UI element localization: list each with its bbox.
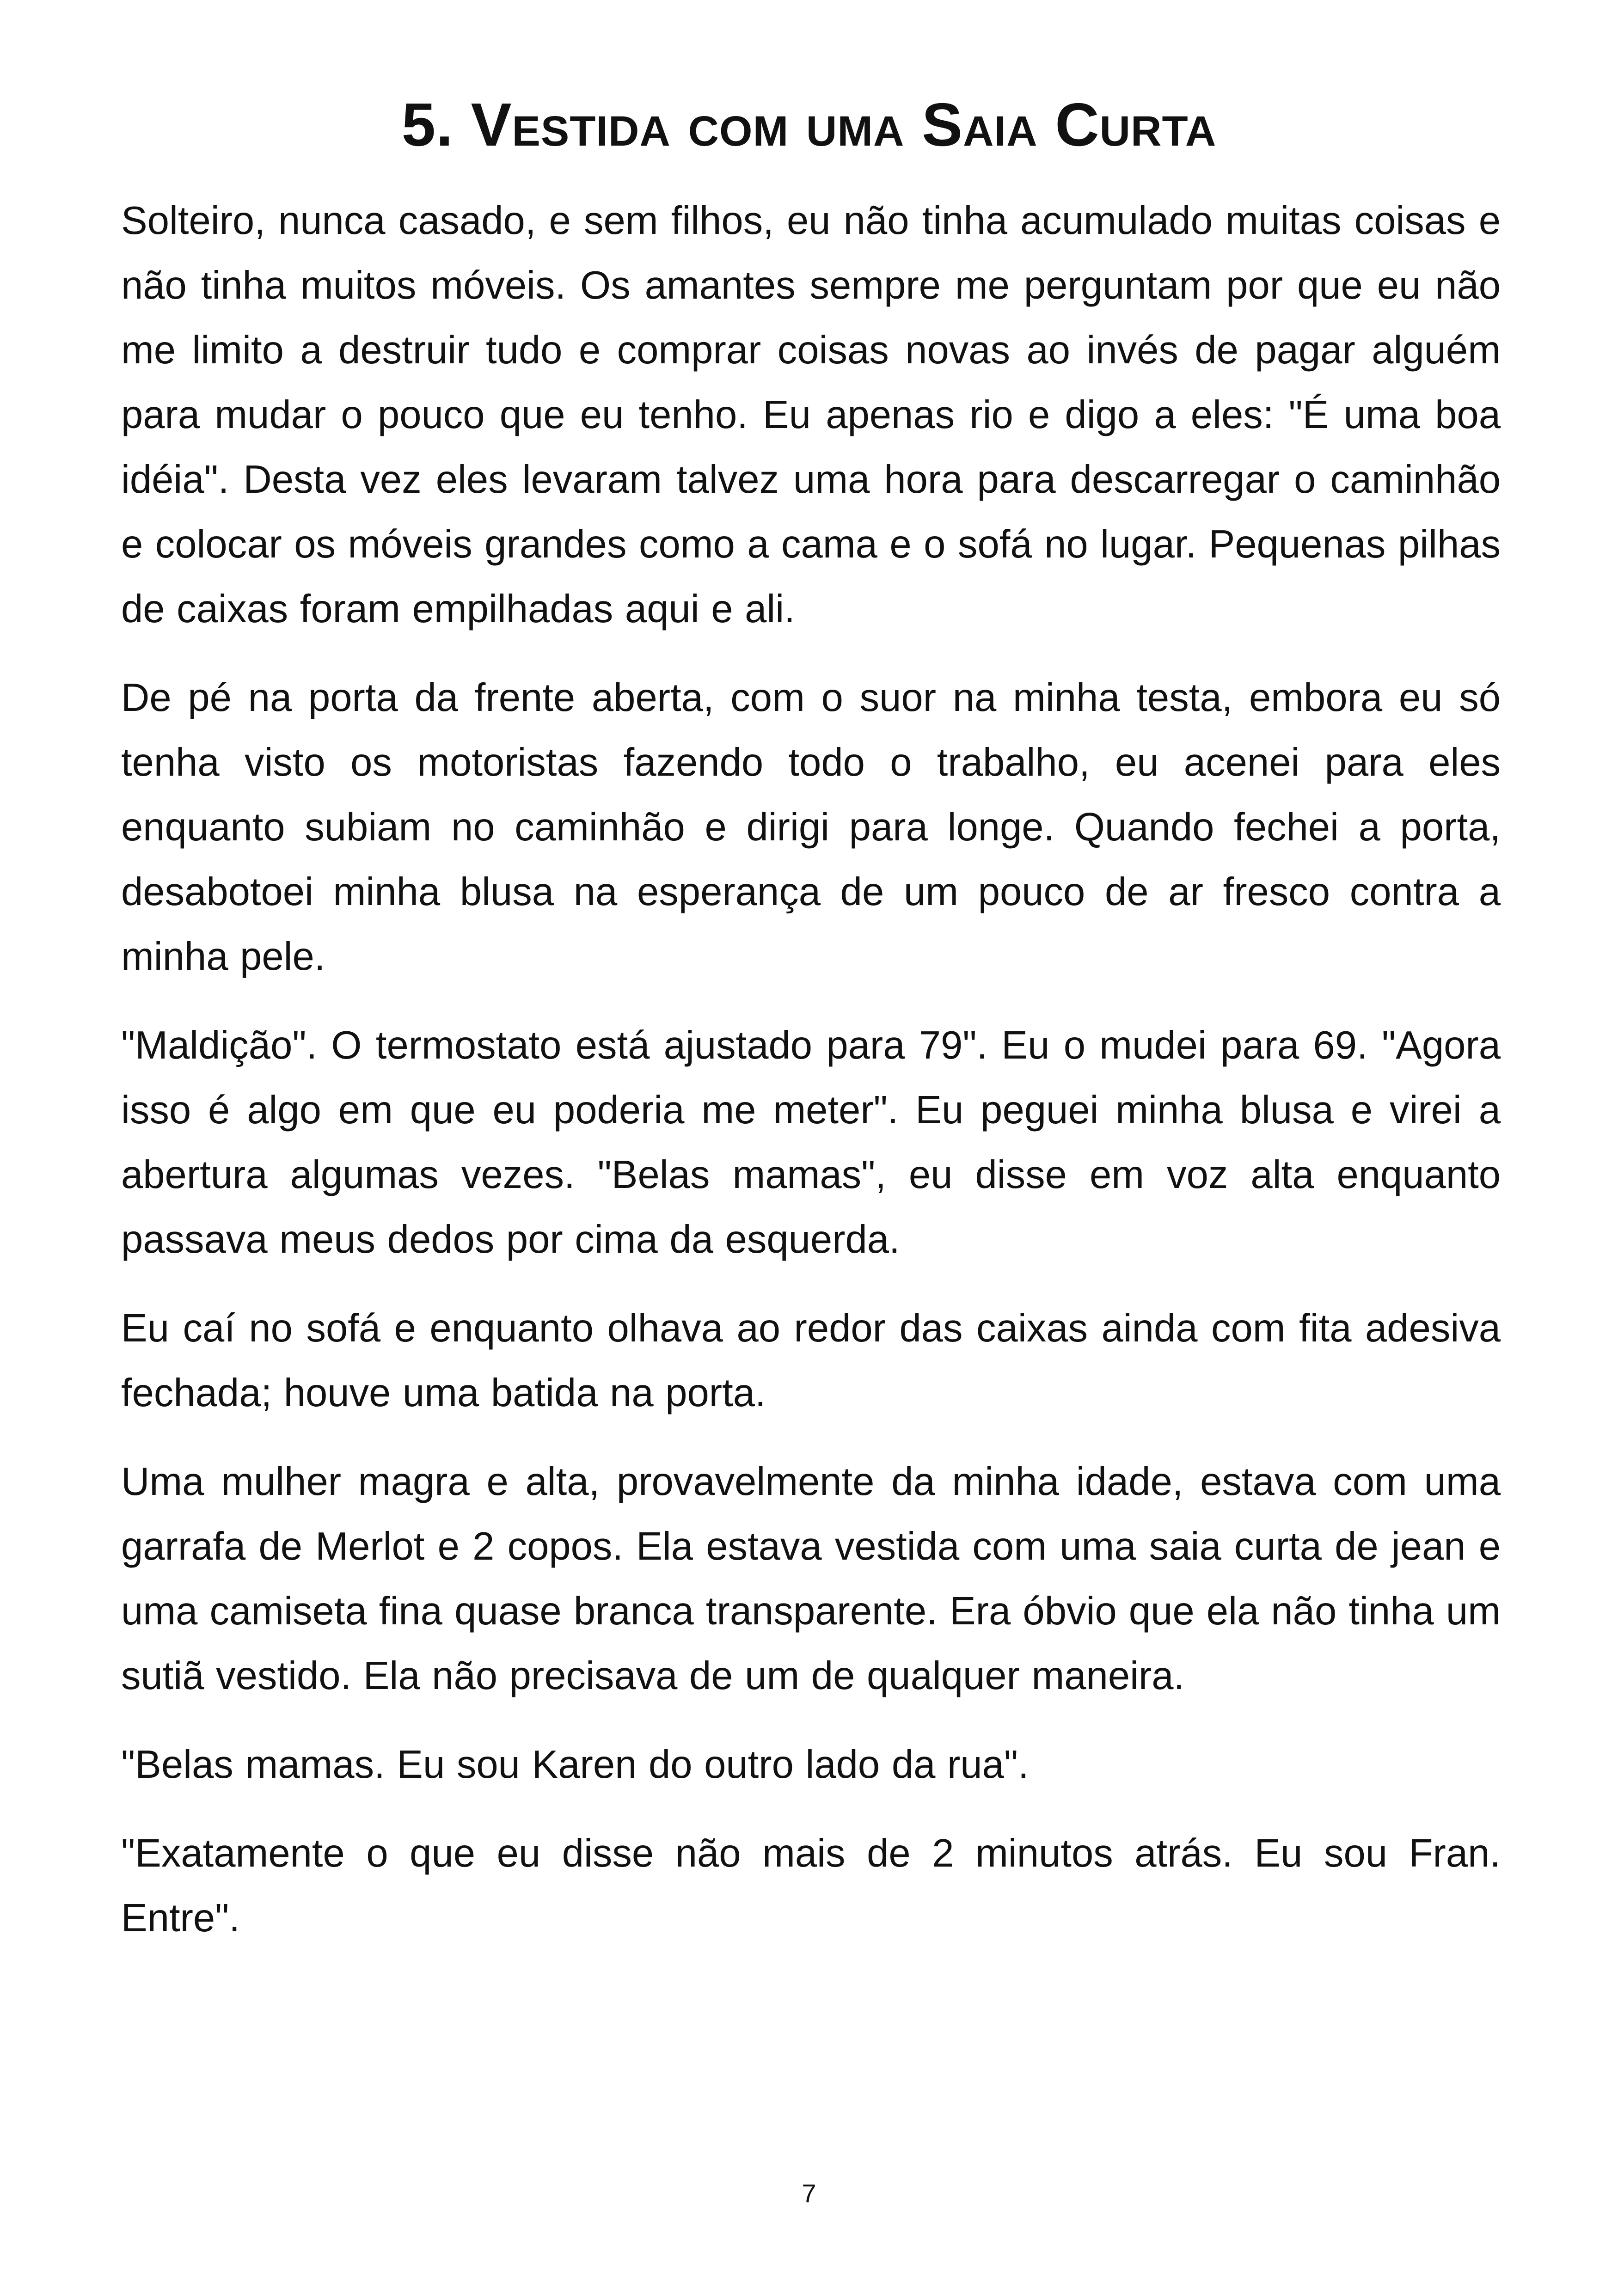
paragraph: Uma mulher magra e alta, provavelmente da minha idade, estava com uma garrafa de Merlot e 2 copos. Ela estava vestida com uma saia curta de jean e uma camiseta fina quase branca transparente. Era óbvio que ela não tinha um sutiã vestido. Ela não precisava de um de qualquer maneira. <box>121 1460 1501 1698</box>
chapter-number: 5. <box>401 91 454 159</box>
page-number: 7 <box>802 2179 816 2208</box>
chapter-title: Vestida com uma Saia Curta <box>471 91 1217 159</box>
paragraph: De pé na porta da frente aberta, com o suor na minha testa, embora eu só tenha visto os motoristas fazendo todo o trabalho, eu acenei para eles enquanto subiam no caminhão e dirigi para longe. Quando fechei a porta, desabotoei minha blusa na esperança de um pouco de ar fresco contra a minha pele. <box>121 676 1501 979</box>
paragraph: "Exatamente o que eu disse não mais de 2 minutos atrás. Eu sou Fran. Entre". <box>121 1831 1501 1940</box>
paragraph: Eu caí no sofá e enquanto olhava ao redor das caixas ainda com fita adesiva fechada; houve uma batida na porta. <box>121 1306 1501 1415</box>
paragraph: Solteiro, nunca casado, e sem filhos, eu não tinha acumulado muitas coisas e não tinha muitos móveis. Os amantes sempre me perguntam por que eu não me limito a destruir tudo e comprar coisas novas ao invés de pagar alguém para mudar o pouco que eu tenho. Eu apenas rio e digo a eles: "É uma boa idéia". Desta vez eles levaram talvez uma hora para descarregar o caminhão e colocar os móveis grandes como a cama e o sofá no lugar. Pequenas pilhas de caixas foram empilhadas aqui e ali. <box>121 199 1501 631</box>
paragraph: "Belas mamas. Eu sou Karen do outro lado da rua". <box>121 1743 1029 1787</box>
chapter-heading <box>0 88 1618 162</box>
chapter-body <box>121 189 1501 1975</box>
paragraph: "Maldição". O termostato está ajustado para 79". Eu o mudei para 69. "Agora isso é algo em que eu poderia me meter". Eu peguei minha blusa e virei a abertura algumas vezes. "Belas mamas", eu disse em voz alta enquanto passava meus dedos por cima da esquerda. <box>121 1023 1501 1261</box>
